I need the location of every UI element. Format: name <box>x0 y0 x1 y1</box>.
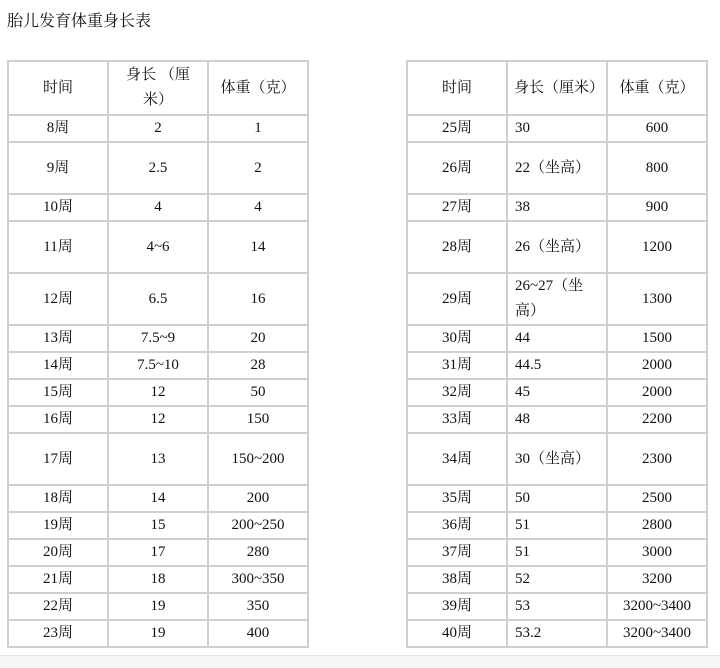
cell-weight: 280 <box>208 539 308 566</box>
cell-weight: 200~250 <box>208 512 308 539</box>
cell-time: 16周 <box>8 406 108 433</box>
table-row <box>407 142 707 194</box>
table-body <box>8 115 308 647</box>
cell-time: 19周 <box>8 512 108 539</box>
table-row <box>8 539 308 566</box>
cell-weight: 2300 <box>607 433 707 485</box>
table-row <box>407 539 707 566</box>
table-row <box>407 566 707 593</box>
table-row <box>8 406 308 433</box>
cell-length: 51 <box>507 512 607 539</box>
cell-weight: 900 <box>607 194 707 221</box>
cell-time: 23周 <box>8 620 108 647</box>
cell-length: 53.2 <box>507 620 607 647</box>
cell-time: 10周 <box>8 194 108 221</box>
table-row <box>407 593 707 620</box>
cell-weight: 800 <box>607 142 707 194</box>
cell-weight: 350 <box>208 593 308 620</box>
table-row <box>8 325 308 352</box>
cell-time: 22周 <box>8 593 108 620</box>
cell-length: 22（坐高） <box>507 142 607 194</box>
cell-length: 38 <box>507 194 607 221</box>
table-row <box>407 379 707 406</box>
cell-time: 39周 <box>407 593 507 620</box>
header-length: 身长 （厘米） <box>108 61 208 115</box>
page-title: 胎儿发育体重身长表 <box>7 11 152 30</box>
cell-length: 30 <box>507 115 607 142</box>
cell-weight: 3200~3400 <box>607 620 707 647</box>
table-row <box>8 142 308 194</box>
table-row <box>407 352 707 379</box>
table-row <box>8 273 308 325</box>
cell-time: 11周 <box>8 221 108 273</box>
cell-time: 28周 <box>407 221 507 273</box>
cell-length: 15 <box>108 512 208 539</box>
cell-length: 13 <box>108 433 208 485</box>
cell-length: 48 <box>507 406 607 433</box>
cell-length: 50 <box>507 485 607 512</box>
cell-time: 30周 <box>407 325 507 352</box>
cell-weight: 3200~3400 <box>607 593 707 620</box>
cell-length: 26~27（坐高） <box>507 273 607 325</box>
cell-weight: 1500 <box>607 325 707 352</box>
table-row <box>8 620 308 647</box>
cell-weight: 150 <box>208 406 308 433</box>
table-row <box>8 593 308 620</box>
cell-length: 6.5 <box>108 273 208 325</box>
cell-length: 19 <box>108 620 208 647</box>
cell-length: 19 <box>108 593 208 620</box>
fetal-growth-table-weeks-25-40 <box>406 60 708 648</box>
cell-time: 13周 <box>8 325 108 352</box>
cell-time: 21周 <box>8 566 108 593</box>
fetal-growth-table-weeks-8-23 <box>7 60 309 648</box>
table-row <box>8 433 308 485</box>
cell-length: 44.5 <box>507 352 607 379</box>
header-time: 时间 <box>8 61 108 115</box>
cell-time: 40周 <box>407 620 507 647</box>
table-row <box>407 115 707 142</box>
cell-time: 8周 <box>8 115 108 142</box>
cell-time: 38周 <box>407 566 507 593</box>
cell-weight: 300~350 <box>208 566 308 593</box>
table-row <box>8 352 308 379</box>
cell-weight: 200 <box>208 485 308 512</box>
cell-time: 20周 <box>8 539 108 566</box>
cell-time: 31周 <box>407 352 507 379</box>
cell-length: 4 <box>108 194 208 221</box>
header-weight: 体重（克） <box>607 61 707 115</box>
table-row <box>407 433 707 485</box>
cell-time: 29周 <box>407 273 507 325</box>
cell-time: 9周 <box>8 142 108 194</box>
table-row <box>8 566 308 593</box>
table-row <box>8 194 308 221</box>
table-row <box>407 512 707 539</box>
cell-time: 18周 <box>8 485 108 512</box>
table-row <box>8 221 308 273</box>
cell-length: 26（坐高） <box>507 221 607 273</box>
cell-time: 25周 <box>407 115 507 142</box>
table-row <box>8 485 308 512</box>
cell-length: 53 <box>507 593 607 620</box>
cell-length: 4~6 <box>108 221 208 273</box>
cell-time: 32周 <box>407 379 507 406</box>
cell-weight: 20 <box>208 325 308 352</box>
table-row <box>8 115 308 142</box>
cell-weight: 1300 <box>607 273 707 325</box>
cell-weight: 50 <box>208 379 308 406</box>
cell-weight: 150~200 <box>208 433 308 485</box>
table-body <box>407 115 707 647</box>
cell-time: 36周 <box>407 512 507 539</box>
cell-length: 51 <box>507 539 607 566</box>
cell-weight: 2800 <box>607 512 707 539</box>
cell-time: 34周 <box>407 433 507 485</box>
header-time: 时间 <box>407 61 507 115</box>
cell-weight: 2000 <box>607 352 707 379</box>
cell-weight: 2 <box>208 142 308 194</box>
cell-weight: 2000 <box>607 379 707 406</box>
cell-length: 12 <box>108 406 208 433</box>
cell-time: 12周 <box>8 273 108 325</box>
cell-weight: 3000 <box>607 539 707 566</box>
cell-weight: 1 <box>208 115 308 142</box>
cell-time: 33周 <box>407 406 507 433</box>
cell-length: 18 <box>108 566 208 593</box>
cell-time: 26周 <box>407 142 507 194</box>
cell-length: 44 <box>507 325 607 352</box>
table-row <box>407 273 707 325</box>
cell-weight: 2200 <box>607 406 707 433</box>
table-row <box>407 620 707 647</box>
table-header-row <box>8 61 308 115</box>
cell-time: 17周 <box>8 433 108 485</box>
cell-length: 12 <box>108 379 208 406</box>
cell-time: 15周 <box>8 379 108 406</box>
header-length: 身长（厘米） <box>507 61 607 115</box>
cell-weight: 2500 <box>607 485 707 512</box>
table-row <box>407 221 707 273</box>
cell-time: 27周 <box>407 194 507 221</box>
cell-weight: 4 <box>208 194 308 221</box>
table-row <box>407 325 707 352</box>
cell-time: 14周 <box>8 352 108 379</box>
cell-length: 2 <box>108 115 208 142</box>
cell-length: 30（坐高） <box>507 433 607 485</box>
cell-length: 14 <box>108 485 208 512</box>
cell-length: 7.5~9 <box>108 325 208 352</box>
bottom-band <box>0 655 720 668</box>
table-row <box>8 512 308 539</box>
header-weight: 体重（克） <box>208 61 308 115</box>
cell-time: 37周 <box>407 539 507 566</box>
table-row <box>8 379 308 406</box>
cell-time: 35周 <box>407 485 507 512</box>
cell-length: 2.5 <box>108 142 208 194</box>
cell-weight: 3200 <box>607 566 707 593</box>
cell-length: 7.5~10 <box>108 352 208 379</box>
cell-length: 17 <box>108 539 208 566</box>
cell-weight: 600 <box>607 115 707 142</box>
table-row <box>407 194 707 221</box>
cell-length: 52 <box>507 566 607 593</box>
table-header-row <box>407 61 707 115</box>
cell-weight: 14 <box>208 221 308 273</box>
table-row <box>407 485 707 512</box>
cell-weight: 1200 <box>607 221 707 273</box>
cell-weight: 28 <box>208 352 308 379</box>
cell-weight: 16 <box>208 273 308 325</box>
table-row <box>407 406 707 433</box>
cell-weight: 400 <box>208 620 308 647</box>
cell-length: 45 <box>507 379 607 406</box>
